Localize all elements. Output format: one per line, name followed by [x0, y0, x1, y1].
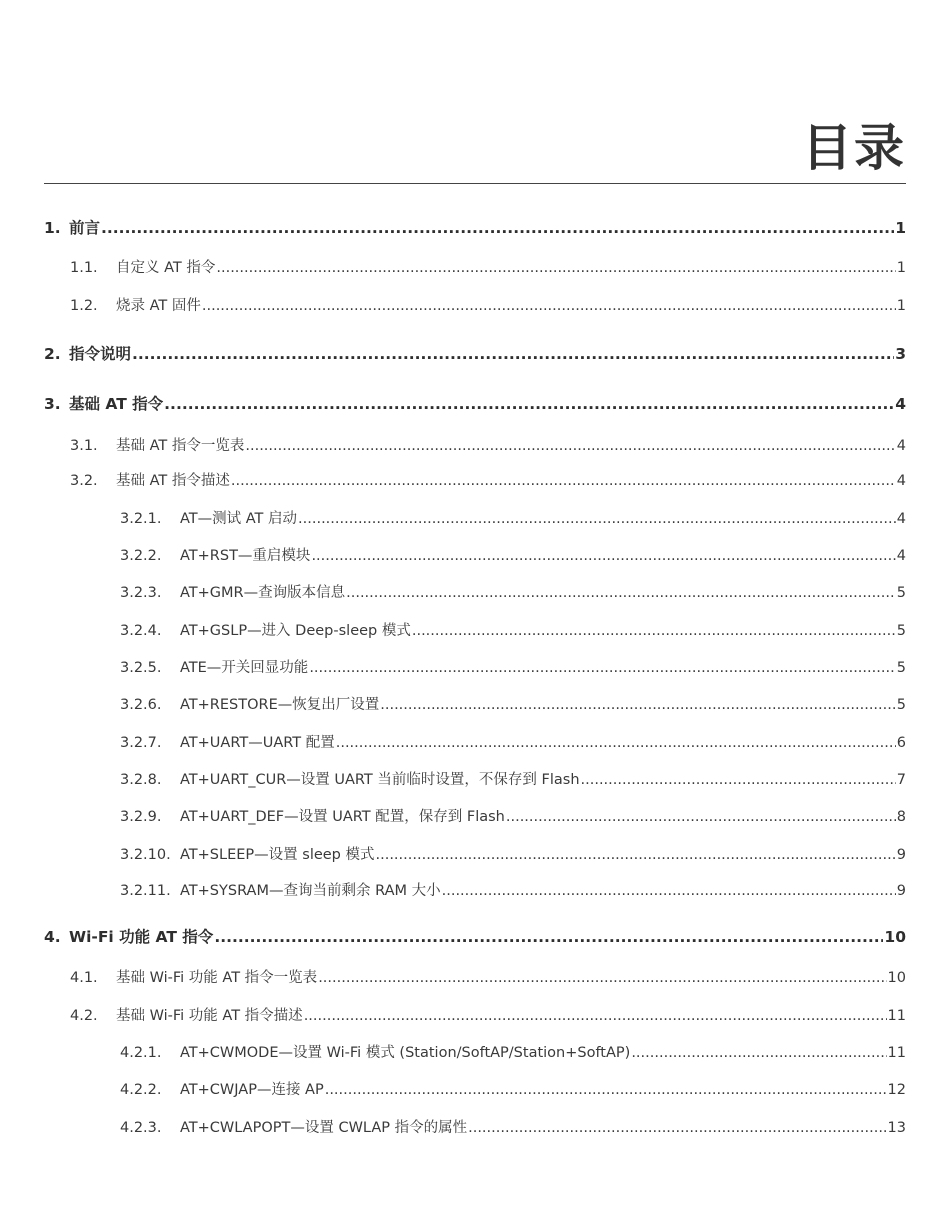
- toc-entry-number: 2.: [44, 345, 61, 363]
- toc-page-number: 10: [887, 970, 906, 986]
- toc-page-number: 4: [896, 511, 906, 527]
- toc-entry-number: 3.2.9.: [120, 809, 162, 825]
- toc-dot-leader: [132, 345, 894, 363]
- toc-entry-title: AT+SLEEP—设置 sleep 模式: [180, 847, 375, 863]
- toc-entry[interactable]: [120, 731, 906, 752]
- toc-dot-leader: [336, 735, 896, 751]
- toc-page-number: 7: [896, 772, 906, 788]
- toc-entry-title: 基础 AT 指令描述: [116, 473, 230, 489]
- toc-page-number: 5: [896, 697, 906, 713]
- toc-page-number: 5: [896, 623, 906, 639]
- toc-dot-leader: [214, 928, 883, 946]
- toc-entry-title: AT+UART_CUR—设置 UART 当前临时设置，不保存到 Flash: [180, 772, 580, 788]
- toc-entry[interactable]: [120, 656, 906, 677]
- page-title: 目录: [802, 119, 906, 177]
- toc-dot-leader: [311, 548, 895, 564]
- toc-entry[interactable]: [120, 768, 906, 789]
- toc-entry-title: AT+UART—UART 配置: [180, 735, 335, 751]
- toc-entry[interactable]: [120, 544, 906, 565]
- toc-dot-leader: [581, 772, 896, 788]
- toc-entry-title: 基础 AT 指令一览表: [116, 438, 245, 454]
- toc-entry-number: 4.2.1.: [120, 1045, 162, 1061]
- toc-entry[interactable]: [44, 392, 906, 414]
- toc-dot-leader: [412, 623, 896, 639]
- toc-page-number: 13: [887, 1120, 906, 1136]
- toc-entry[interactable]: [70, 469, 906, 490]
- toc-entry-title: AT+CWLAPOPT—设置 CWLAP 指令的属性: [180, 1120, 468, 1136]
- toc-entry-title: 自定义 AT 指令: [116, 260, 216, 276]
- toc-entry-number: 1.1.: [70, 260, 98, 276]
- toc-entry[interactable]: [120, 843, 906, 864]
- toc-dot-leader: [631, 1045, 886, 1061]
- toc-page-number: 11: [887, 1045, 906, 1061]
- toc-entry[interactable]: [120, 1078, 906, 1099]
- toc-dot-leader: [346, 585, 896, 601]
- toc-page-number: 1: [895, 219, 906, 237]
- toc-dot-leader: [101, 219, 894, 237]
- toc-entry-number: 3.2.7.: [120, 735, 162, 751]
- toc-entry-number: 3.2.10.: [120, 847, 171, 863]
- toc-entry[interactable]: [70, 434, 906, 455]
- toc-entry[interactable]: [70, 256, 906, 277]
- toc-entry[interactable]: [120, 1116, 906, 1137]
- toc-entry[interactable]: [120, 507, 906, 528]
- toc-entry-number: 4.1.: [70, 970, 98, 986]
- toc-entry-title: 烧录 AT 固件: [116, 298, 201, 314]
- toc-dot-leader: [309, 660, 895, 676]
- toc-dot-leader: [468, 1120, 886, 1136]
- toc-entry-number: 3.2.11.: [120, 883, 171, 899]
- toc-entry[interactable]: [70, 1004, 906, 1025]
- toc-entry-title: AT+RST—重启模块: [180, 548, 311, 564]
- toc-page-number: 5: [896, 660, 906, 676]
- toc-entry[interactable]: [44, 216, 906, 238]
- toc-dot-leader: [376, 847, 896, 863]
- toc-entry-title: AT+GSLP—进入 Deep-sleep 模式: [180, 623, 411, 639]
- toc-entry[interactable]: [70, 294, 906, 315]
- toc-entry-title: Wi-Fi 功能 AT 指令: [69, 928, 214, 946]
- toc-page-number: 10: [884, 928, 906, 946]
- toc-entry-title: 基础 AT 指令: [69, 395, 164, 413]
- toc-entry-number: 3.2.3.: [120, 585, 162, 601]
- toc-entry-number: 3.2.: [70, 473, 98, 489]
- toc-entry-title: AT—测试 AT 启动: [180, 511, 298, 527]
- toc-dot-leader: [231, 473, 896, 489]
- toc-dot-leader: [245, 438, 895, 454]
- toc-page-number: 5: [896, 585, 906, 601]
- toc-page-number: 1: [896, 298, 906, 314]
- toc-entry-number: 3.2.5.: [120, 660, 162, 676]
- toc-page-number: 4: [895, 395, 906, 413]
- toc-entry[interactable]: [120, 619, 906, 640]
- toc-dot-leader: [298, 511, 896, 527]
- toc-entry-title: AT+GMR—查询版本信息: [180, 585, 346, 601]
- toc-page-number: 4: [896, 473, 906, 489]
- toc-dot-leader: [304, 1008, 887, 1024]
- toc-entry[interactable]: [120, 805, 906, 826]
- toc-entry[interactable]: [120, 879, 906, 900]
- toc-entry[interactable]: [70, 966, 906, 987]
- toc-page-number: 8: [896, 809, 906, 825]
- toc-entry-title: ATE—开关回显功能: [180, 660, 309, 676]
- toc-entry-title: AT+SYSRAM—查询当前剩余 RAM 大小: [180, 883, 441, 899]
- toc-entry-number: 4.2.2.: [120, 1082, 162, 1098]
- toc-dot-leader: [318, 970, 886, 986]
- toc-entry-number: 3.2.4.: [120, 623, 162, 639]
- toc-entry-title: 指令说明: [69, 345, 132, 363]
- toc-entry-number: 3.2.2.: [120, 548, 162, 564]
- toc-dot-leader: [216, 260, 895, 276]
- toc-page-number: 3: [895, 345, 906, 363]
- toc-entry-number: 1.2.: [70, 298, 98, 314]
- toc-dot-leader: [380, 697, 896, 713]
- toc-entry[interactable]: [120, 693, 906, 714]
- toc-page-number: 9: [896, 847, 906, 863]
- toc-entry-title: AT+UART_DEF—设置 UART 配置，保存到 Flash: [180, 809, 505, 825]
- toc-page-number: 11: [887, 1008, 906, 1024]
- toc-dot-leader: [325, 1082, 887, 1098]
- toc-entry-title: 基础 Wi-Fi 功能 AT 指令一览表: [116, 970, 318, 986]
- toc-page-number: 1: [896, 260, 906, 276]
- toc-entry-title: AT+CWMODE—设置 Wi-Fi 模式 (Station/SoftAP/Station+SoftAP): [180, 1045, 631, 1061]
- toc-dot-leader: [442, 883, 896, 899]
- toc-entry-number: 4.2.3.: [120, 1120, 162, 1136]
- toc-entry-number: 3.2.6.: [120, 697, 162, 713]
- toc-dot-leader: [202, 298, 896, 314]
- toc-entry-title: AT+CWJAP—连接 AP: [180, 1082, 324, 1098]
- toc-entry-number: 4.2.: [70, 1008, 98, 1024]
- toc-entry-title: 基础 Wi-Fi 功能 AT 指令描述: [116, 1008, 303, 1024]
- toc-page-number: 12: [887, 1082, 906, 1098]
- toc-entry-number: 3.2.1.: [120, 511, 162, 527]
- toc-page-number: 6: [896, 735, 906, 751]
- toc-entry-title: 前言: [69, 219, 101, 237]
- toc-entry-number: 3.2.8.: [120, 772, 162, 788]
- toc-entry-number: 3.: [44, 395, 61, 413]
- toc-entry[interactable]: [120, 1041, 906, 1062]
- toc-page-number: 4: [896, 438, 906, 454]
- toc-dot-leader: [506, 809, 896, 825]
- toc-entry[interactable]: [120, 581, 906, 602]
- toc-entry[interactable]: [44, 342, 906, 364]
- toc-entry-title: AT+RESTORE—恢复出厂设置: [180, 697, 380, 713]
- toc-entry-number: 1.: [44, 219, 61, 237]
- toc-entry-number: 3.1.: [70, 438, 98, 454]
- toc-entry-number: 4.: [44, 928, 61, 946]
- toc-dot-leader: [164, 395, 894, 413]
- toc-page-number: 4: [896, 548, 906, 564]
- toc-page-number: 9: [896, 883, 906, 899]
- toc-entry[interactable]: [44, 925, 906, 947]
